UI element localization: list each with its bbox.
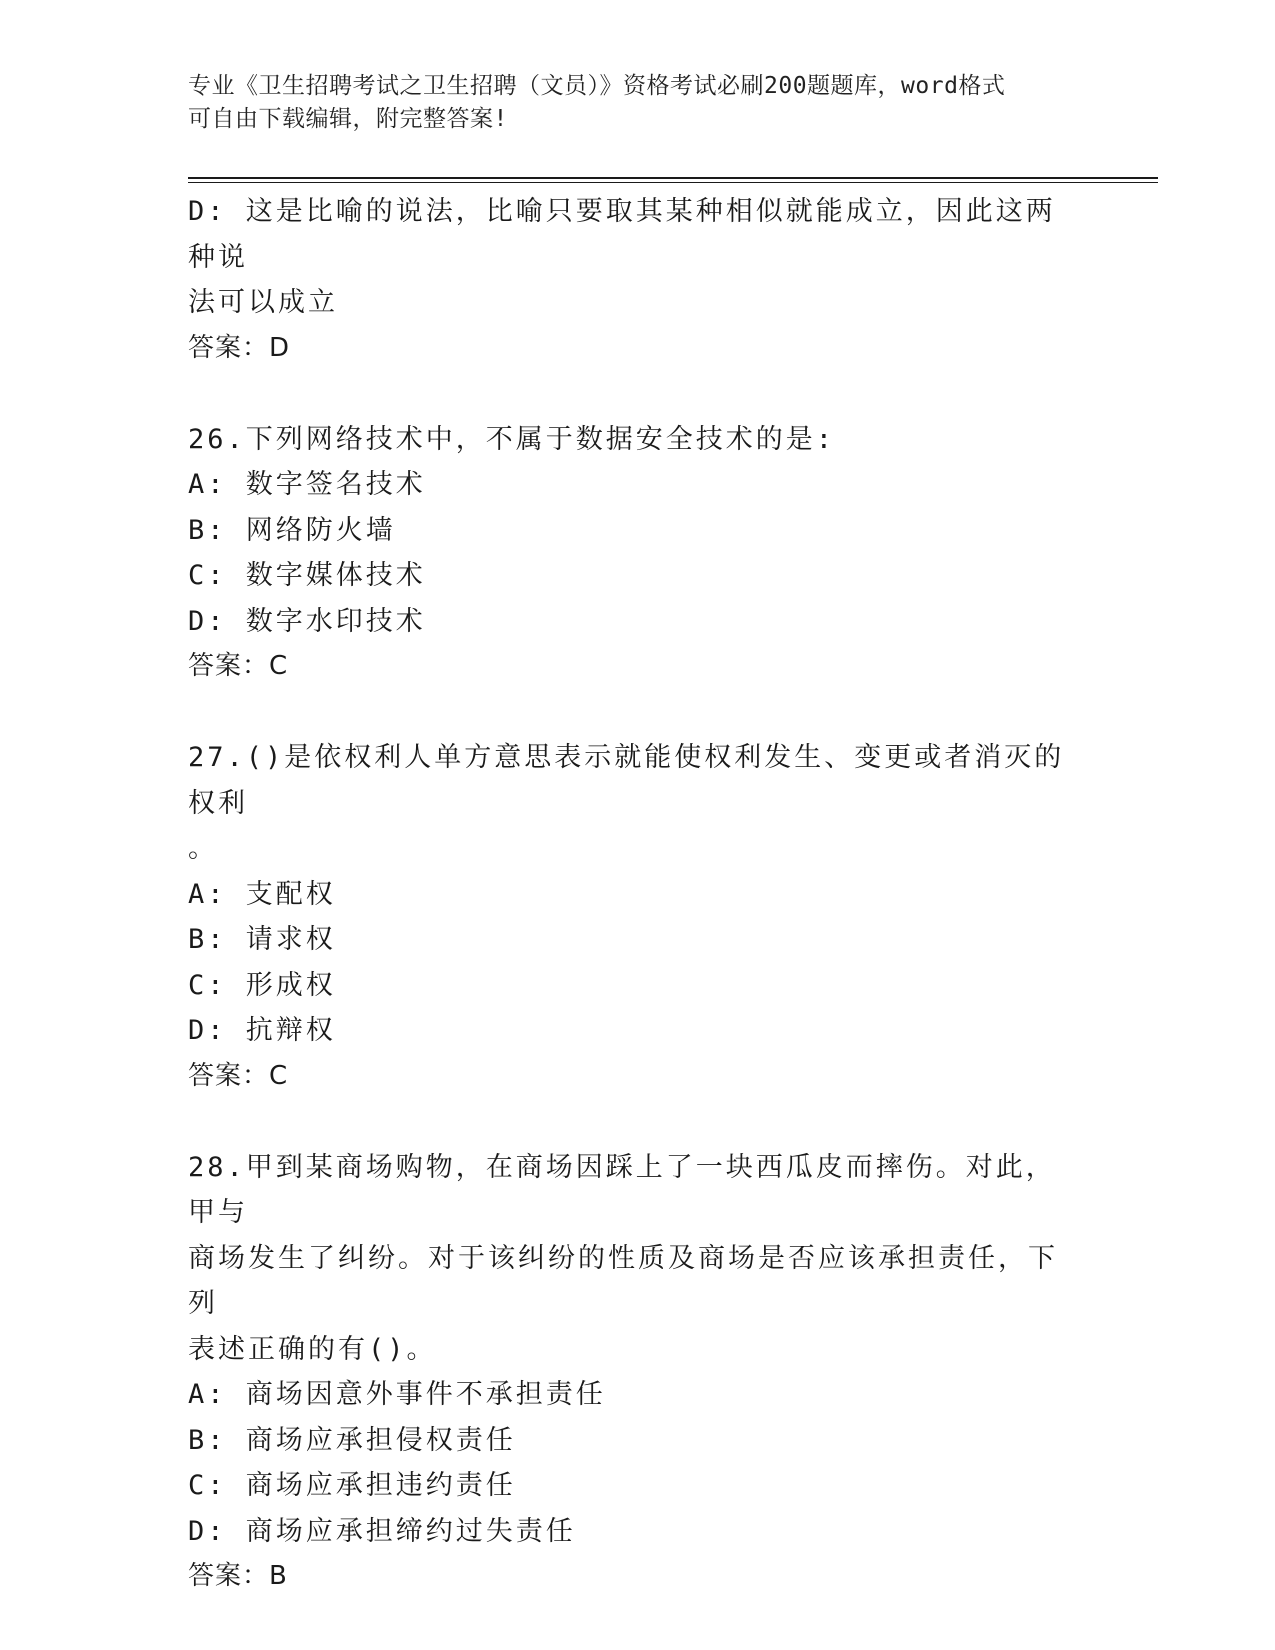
question-stem-cont: 表述正确的有()。 [188, 1333, 437, 1365]
option-c: C: 数字媒体技术 [188, 560, 426, 591]
spacer [188, 690, 1068, 736]
question-26 [188, 417, 1068, 690]
spacer [188, 371, 1068, 417]
question-stem: 28.甲到某商场购物，在商场因踩上了一块西瓜皮而摔伤。对此，甲与 [188, 1151, 1056, 1228]
question-stem-cont: 。 [188, 833, 218, 864]
option-b: B: 网络防火墙 [188, 514, 396, 546]
question-28 [188, 1145, 1068, 1600]
header-line-2: 可自由下载编辑，附完整答案! [188, 106, 508, 132]
answer-line: 答案：D [188, 332, 291, 363]
document-body [188, 189, 1068, 1600]
previous-question-tail [188, 189, 1068, 371]
question-stem: 26.下列网络技术中，不属于数据安全技术的是: [188, 423, 836, 455]
option-c: C: 形成权 [188, 969, 336, 1001]
header-line-1: 专业《卫生招聘考试之卫生招聘（文员）》资格考试必刷200题题库，word格式 [188, 73, 1006, 99]
spacer [188, 1099, 1068, 1145]
question-stem: 27.()是依权利人单方意思表示就能使权利发生、变更或者消灭的权利 [188, 742, 1065, 819]
question-stem-cont: 商场发生了纠纷。对于该纠纷的性质及商场是否应该承担责任，下列 [188, 1242, 1058, 1319]
option-a: A: 数字签名技术 [188, 469, 426, 500]
option-d: D: 商场应承担缔约过失责任 [188, 1515, 576, 1547]
option-c: C: 商场应承担违约责任 [188, 1470, 516, 1501]
option-d-line-1: D: 这是比喻的说法，比喻只要取其某种相似就能成立，因此这两种说 [188, 196, 1056, 273]
option-b: B: 请求权 [188, 924, 336, 955]
option-a: A: 支配权 [188, 878, 336, 910]
answer-line: 答案：C [188, 651, 289, 681]
answer-line: 答案：C [188, 1060, 289, 1091]
option-d-line-2: 法可以成立 [188, 287, 338, 318]
header-divider-thick [188, 177, 1158, 179]
option-a: A: 商场因意外事件不承担责任 [188, 1379, 606, 1410]
answer-line: 答案：B [188, 1561, 288, 1591]
document-header [188, 70, 1068, 136]
option-b: B: 商场应承担侵权责任 [188, 1424, 516, 1456]
option-d: D: 抗辩权 [188, 1015, 336, 1046]
header-divider-thin [188, 182, 1158, 183]
option-d: D: 数字水印技术 [188, 605, 426, 637]
question-27 [188, 735, 1068, 1099]
